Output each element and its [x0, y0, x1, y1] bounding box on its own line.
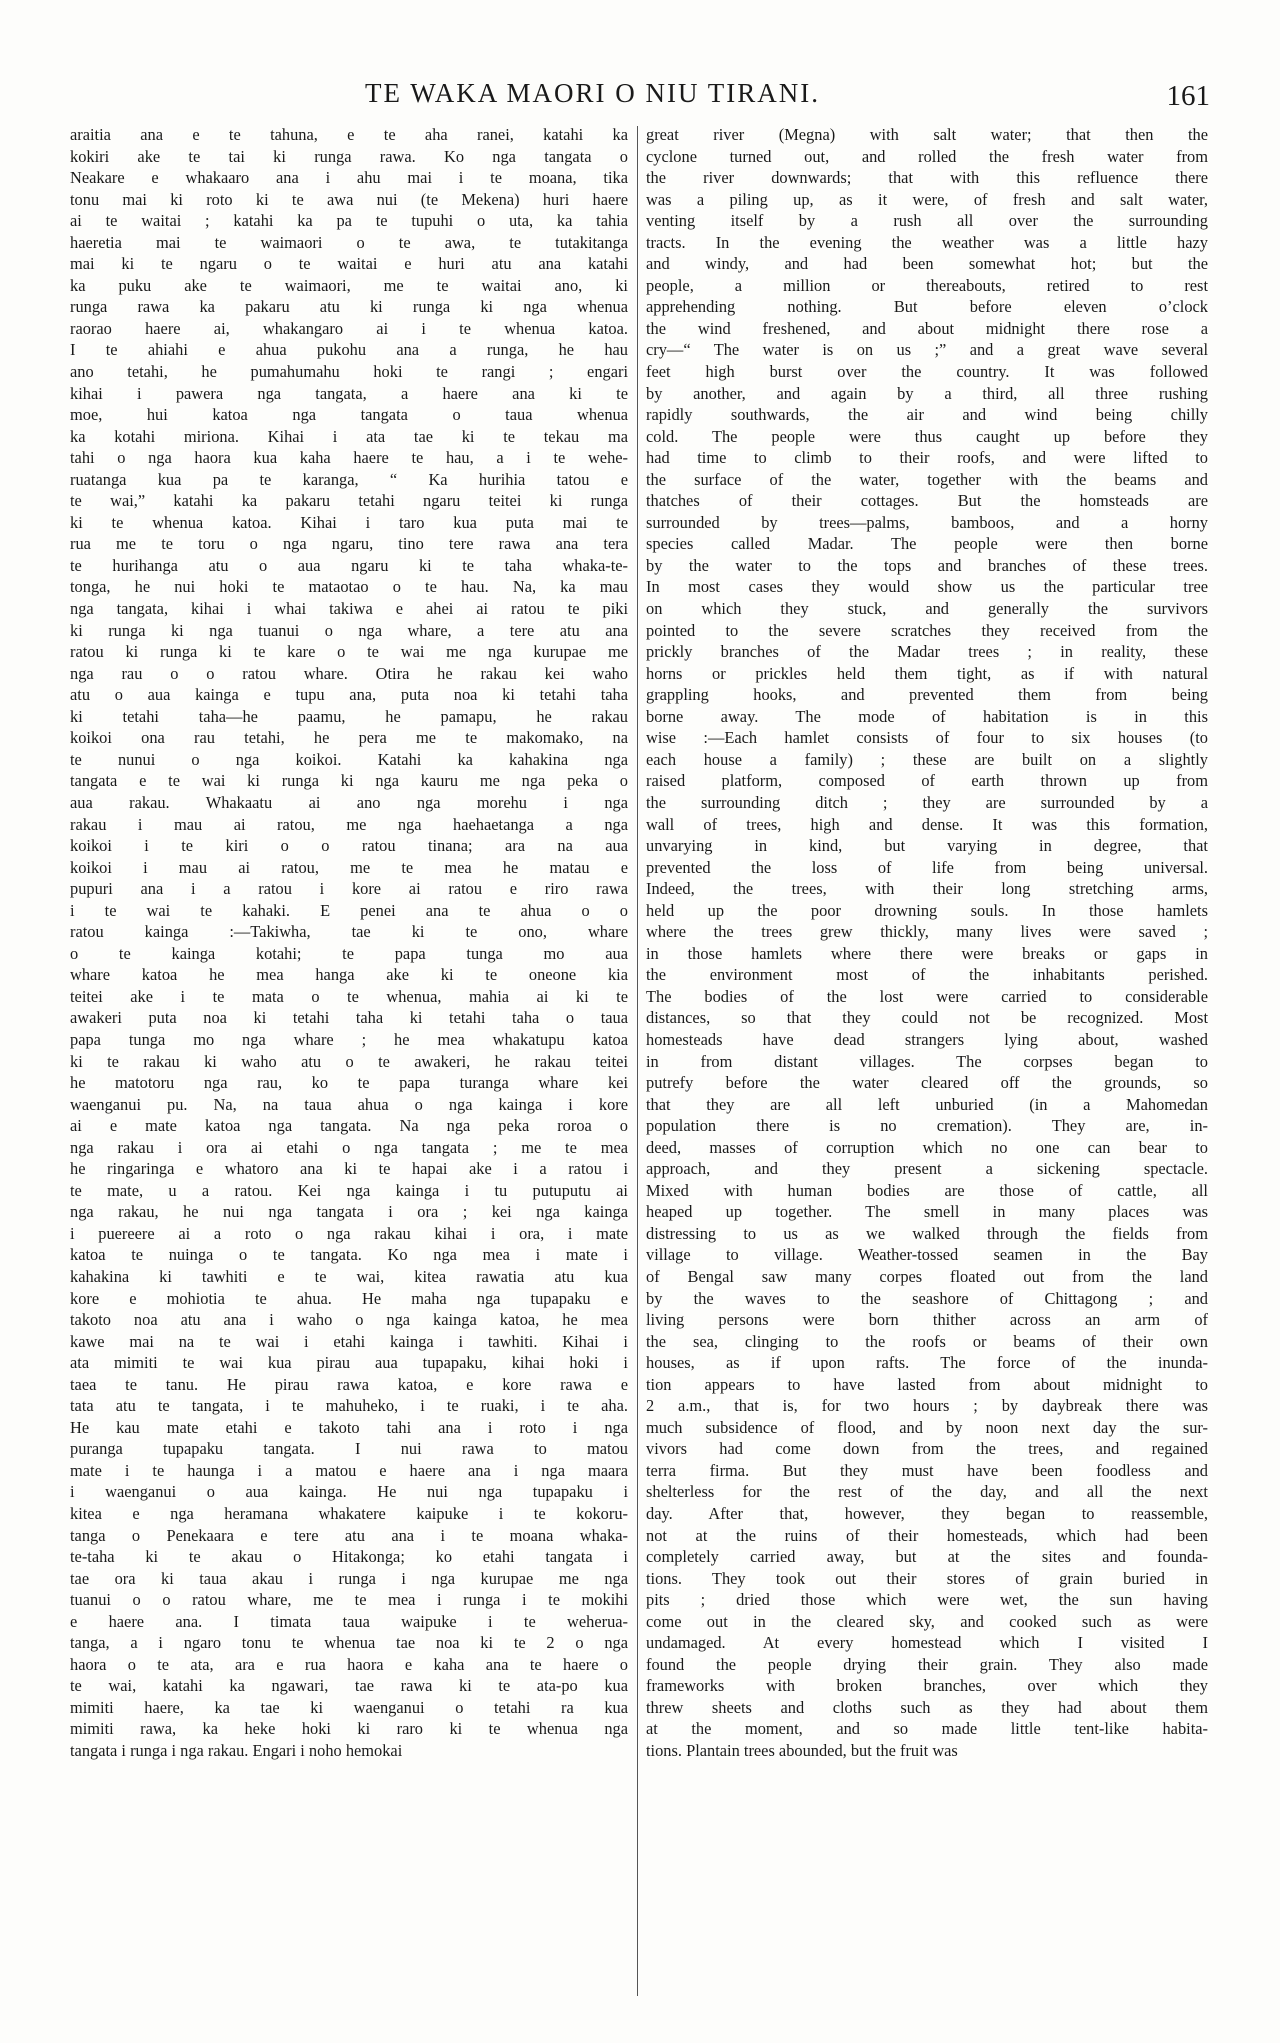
column-divider — [637, 126, 638, 1996]
maori-text-line: ai te waitai ; katahi ka pa te tupuhi o uta, ka tahia — [70, 211, 628, 231]
maori-text-line: ka kotahi miriona. Kihai i ata tae ki te tekau ma — [70, 426, 628, 446]
maori-text-line: te mate, u a ratou. Kei nga kainga i tu putuputu ai — [70, 1180, 628, 1200]
maori-text-line: te hurihanga atu o aua ngaru ki te taha whaka-te- — [70, 555, 628, 575]
maori-text-line: ki te whenua katoa. Kihai i taro kua puta mai te — [70, 512, 628, 532]
english-text-line: come out in the cleared sky, and cooked such as were — [646, 1611, 1208, 1631]
maori-text-line: i puereere ai a roto o nga rakau kihai i ora, i mate — [70, 1223, 628, 1243]
maori-text-line: takoto noa atu ana i waho o nga kainga katoa, he mea — [70, 1310, 628, 1330]
maori-text-line: araitia ana e te tahuna, e te aha ranei, katahi ka — [70, 125, 628, 144]
maori-text-line: nga rakau, he nui nga tangata i ora ; kei nga kainga — [70, 1202, 628, 1222]
english-text-line: population there is no cremation). They are, in- — [646, 1116, 1208, 1136]
english-text-line: raised platform, composed of earth thrown up from — [646, 771, 1208, 791]
maori-text-column — [70, 124, 628, 2004]
maori-text-line: nga rakau i ora ai etahi o nga tangata ; me te mea — [70, 1137, 628, 1157]
english-text-line: vivors had come down from the trees, and regained — [646, 1439, 1208, 1459]
maori-text-line: tae ora ki taua akau i runga i nga kurupae me nga — [70, 1568, 628, 1588]
english-text-line: 2 a.m., that is, for two hours ; by daybreak there was — [646, 1396, 1208, 1416]
english-text-line: approach, and they present a sickening spectacle. — [646, 1159, 1208, 1179]
maori-text-line: he matotoru nga rau, ko te papa turanga whare kei — [70, 1073, 628, 1093]
english-text-line: cyclone turned out, and rolled the fresh water from — [646, 146, 1208, 166]
english-text-line: Mixed with human bodies are those of cattle, all — [646, 1180, 1208, 1200]
english-text-line: In most cases they would show us the particular tree — [646, 577, 1208, 597]
english-text-line: prevented the loss of life from being universal. — [646, 857, 1208, 877]
english-text-line: where the trees grew thickly, many lives were saved ; — [646, 922, 1208, 942]
maori-text-line: te nunui o nga koikoi. Katahi ka kahakina nga — [70, 749, 628, 769]
maori-text-line: te wai, katahi ka ngawari, tae rawa ki te ata-po kua — [70, 1676, 628, 1696]
english-text-line: undamaged. At every homestead which I visited I — [646, 1633, 1208, 1653]
english-text-line: by the water to the tops and branches of these trees. — [646, 555, 1208, 575]
english-text-line: cold. The people were thus caught up before they — [646, 426, 1208, 446]
english-text-line: tracts. In the evening the weather was a little hazy — [646, 232, 1208, 252]
english-text-line: tions. Plantain trees abounded, but the fruit was — [646, 1741, 958, 1761]
english-text-line: had time to climb to their roofs, and were lifted to — [646, 448, 1208, 468]
english-text-line: cry—“ The water is on us ;” and a great wave several — [646, 340, 1208, 360]
english-text-line: found the people drying their grain. They also made — [646, 1654, 1208, 1674]
english-text-line: rapidly southwards, the air and wind being chilly — [646, 405, 1208, 425]
maori-text-line: whare katoa he mea hanga ake ki te oneone kia — [70, 965, 628, 985]
maori-text-line: awakeri puta noa ki tetahi taha ki tetahi taha o taua — [70, 1008, 628, 1028]
english-text-line: in from distant villages. The corpses began to — [646, 1051, 1208, 1071]
maori-text-line: ata mimiti te wai kua pirau aua tupapaku, kihai hoki i — [70, 1353, 628, 1373]
maori-text-line: I te ahiahi e ahua pukohu ana a runga, he hau — [70, 340, 628, 360]
english-text-line: the surrounding ditch ; they are surrounded by a — [646, 792, 1208, 812]
english-text-line: the sea, clinging to the roofs or beams of their own — [646, 1331, 1208, 1351]
english-text-line: village to village. Weather-tossed seamen in the Bay — [646, 1245, 1208, 1265]
english-text-line: on which they stuck, and generally the survivors — [646, 599, 1208, 619]
english-text-line: tions. They took out their stores of grain buried in — [646, 1568, 1208, 1588]
english-text-line: shelterless for the rest of the day, and all the next — [646, 1482, 1208, 1502]
english-text-line: putrefy before the water cleared off the grounds, so — [646, 1073, 1208, 1093]
english-text-line: Indeed, the trees, with their long stretching arms, — [646, 879, 1208, 899]
maori-text-line: ratou kainga :—Takiwha, tae ki te ono, whare — [70, 922, 628, 942]
maori-text-line: kahakina ki tawhiti e te wai, kitea rawatia atu kua — [70, 1266, 628, 1286]
english-text-line: the surface of the water, together with the beams and — [646, 469, 1208, 489]
english-text-line: and windy, and had been somewhat hot; but the — [646, 254, 1208, 274]
maori-text-line: kitea e nga heramana whakatere kaipuke i te kokoru- — [70, 1504, 628, 1523]
running-title: TE WAKA MAORI O NIU TIRANI. — [365, 78, 820, 108]
maori-text-line: tuanui o o ratou whare, me te mea i runga i te mokihi — [70, 1590, 628, 1610]
english-text-line: distressing to us as we walked through the fields from — [646, 1223, 1208, 1243]
maori-text-line: mai ki te ngaru o te waitai e huri atu ana katahi — [70, 254, 628, 274]
maori-text-line: mate i te haunga i a matou e haere ana i nga maara — [70, 1460, 628, 1480]
english-text-line: thatches of their cottages. But the homsteads are — [646, 491, 1208, 511]
maori-text-line: te wai,” katahi ka pakaru tetahi ngaru teitei ki runga — [70, 491, 628, 511]
english-text-line: grappling hooks, and prevented them from being — [646, 685, 1208, 705]
maori-text-line: te-taha ki te akau o Hitakonga; ko etahi tangata i — [70, 1547, 628, 1567]
english-text-line: by the waves to the seashore of Chittagong ; and — [646, 1288, 1208, 1308]
maori-text-line: aua rakau. Whakaatu ai ano nga morehu i nga — [70, 792, 628, 812]
maori-text-line: tata atu te tangata, i te mahuheko, i te ruaki, i te aha. — [70, 1396, 628, 1416]
maori-text-line: i te wai te kahaki. E penei ana te ahua o o — [70, 900, 628, 920]
english-text-line: frameworks with broken branches, over which they — [646, 1676, 1208, 1696]
english-text-line: the wind freshened, and about midnight there rose a — [646, 318, 1208, 338]
maori-text-line: tangata i runga i nga rakau. Engari i noho hemokai — [70, 1741, 403, 1761]
maori-text-line: teitei ake i te mata o te whenua, mahia ai ki te — [70, 986, 628, 1006]
english-text-line: deed, masses of corruption which no one can bear to — [646, 1137, 1208, 1157]
maori-text-line: mimiti rawa, ka heke hoki ki raro ki te whenua nga — [70, 1719, 628, 1739]
english-text-line: that they are all left unburied (in a Mahomedan — [646, 1094, 1208, 1114]
maori-text-line: kawe mai na te wai i etahi kainga i tawhiti. Kihai i — [70, 1331, 628, 1351]
maori-text-line: i waenganui o aua kainga. He nui nga tupapaku i — [70, 1482, 628, 1502]
maori-text-line: puranga tupapaku tangata. I nui rawa to matou — [70, 1439, 628, 1459]
maori-text-line: e haere ana. I timata taua waipuke i te weherua- — [70, 1611, 628, 1631]
maori-text-line: papa tunga mo nga whare ; he mea whakatupu katoa — [70, 1029, 628, 1049]
maori-text-line: ki te rakau ki waho atu o te awakeri, he rakau teitei — [70, 1051, 628, 1071]
maori-text-line: rakau i mau ai ratou, me nga haehaetanga a nga — [70, 814, 628, 834]
english-text-line: threw sheets and cloths such as they had about them — [646, 1697, 1208, 1717]
maori-text-line: ki runga ki nga tuanui o nga whare, a tere atu ana — [70, 620, 628, 640]
english-text-line: wise :—Each hamlet consists of four to six houses (to — [646, 728, 1208, 748]
english-text-line: prickly branches of the Madar trees ; in reality, these — [646, 642, 1208, 662]
english-text-line: distances, so that they could not be recognized. Most — [646, 1008, 1208, 1028]
maori-text-line: kihai i pawera nga tangata, a haere ana ki te — [70, 383, 628, 403]
maori-text-line: tangata e te wai ki runga ki nga kauru me nga peka o — [70, 771, 628, 791]
english-text-line: not at the ruins of their homesteads, which had been — [646, 1525, 1208, 1545]
english-text-line: The bodies of the lost were carried to considerable — [646, 986, 1208, 1006]
english-text-line: pointed to the severe scratches they received from the — [646, 620, 1208, 640]
maori-text-line: ai e mate katoa nga tangata. Na nga peka roroa o — [70, 1116, 628, 1136]
maori-text-line: waenganui pu. Na, na taua ahua o nga kainga i kore — [70, 1094, 628, 1114]
english-text-line: completely carried away, but at the sites and founda- — [646, 1547, 1208, 1567]
english-text-line: venting itself by a rush all over the surrounding — [646, 211, 1208, 231]
maori-text-line: kokiri ake te tai ki runga rawa. Ko nga tangata o — [70, 146, 628, 166]
english-text-line: the river downwards; that with this refluence there — [646, 168, 1208, 188]
english-text-line: borne away. The mode of habitation is in this — [646, 706, 1208, 726]
english-text-line: houses, as if upon rafts. The force of the inunda- — [646, 1353, 1208, 1373]
english-text-line: each house a family) ; these are built on a slightly — [646, 749, 1208, 769]
english-text-line: species called Madar. The people were then borne — [646, 534, 1208, 554]
maori-text-line: katoa te nuinga o te tangata. Ko nga mea i mate i — [70, 1245, 628, 1265]
maori-text-line: haeretia mai te waimaori o te awa, te tutakitanga — [70, 232, 628, 252]
maori-text-line: koikoi i te kiri o o ratou tinana; ara na aua — [70, 836, 628, 856]
maori-text-line: he ringaringa e whatoro ana ki te hapai ake i a ratou i — [70, 1159, 628, 1179]
english-text-line: tion appears to have lasted from about midnight to — [646, 1374, 1208, 1394]
maori-text-line: o te kainga kotahi; te papa tunga mo aua — [70, 943, 628, 963]
english-text-column — [646, 124, 1208, 2004]
maori-text-line: runga rawa ka pakaru atu ki runga ki nga whenua — [70, 297, 628, 317]
maori-text-line: tonga, he nui hoki te mataotao o te hau. Na, ka mau — [70, 577, 628, 597]
maori-text-line: tanga, a i ngaro tonu te whenua tae noa ki te 2 o nga — [70, 1633, 628, 1653]
maori-text-line: nga rau o o ratou whare. Otira he rakau kei waho — [70, 663, 628, 683]
page-number: 161 — [1166, 80, 1210, 112]
maori-text-line: tonu mai ki roto ki te awa nui (te Mekena) huri haere — [70, 189, 628, 209]
english-text-line: great river (Megna) with salt water; that then the — [646, 125, 1208, 144]
english-text-line: horns or prickles held them tight, as if with natural — [646, 663, 1208, 683]
english-text-line: feet high burst over the country. It was followed — [646, 362, 1208, 382]
english-text-line: in those hamlets where there were breaks or gaps in — [646, 943, 1208, 963]
english-text-line: unvarying in kind, but varying in degree, that — [646, 836, 1208, 856]
english-text-line: heaped up together. The smell in many places was — [646, 1202, 1208, 1222]
maori-text-line: kore e mohiotia te ahua. He maha nga tupapaku e — [70, 1288, 628, 1308]
english-text-line: the environment most of the inhabitants perished. — [646, 965, 1208, 985]
maori-text-line: pupuri ana i a ratou i kore ai ratou e riro rawa — [70, 879, 628, 899]
maori-text-line: moe, hui katoa nga tangata o taua whenua — [70, 405, 628, 425]
english-text-line: wall of trees, high and dense. It was this formation, — [646, 814, 1208, 834]
maori-text-line: ano tetahi, he pumahumahu hoki te rangi ; engari — [70, 362, 628, 382]
english-text-line: of Bengal saw many corpes floated out from the land — [646, 1266, 1208, 1286]
english-text-line: homesteads have dead strangers lying about, washed — [646, 1029, 1208, 1049]
maori-text-line: mimiti haere, ka tae ki waenganui o tetahi ra kua — [70, 1697, 628, 1717]
maori-text-line: rua me te toru o nga ngaru, tino tere rawa ana tera — [70, 534, 628, 554]
maori-text-line: ruatanga kua pa te karanga, “ Ka hurihia tatou e — [70, 469, 628, 489]
english-text-line: surrounded by trees—palms, bamboos, and a horny — [646, 512, 1208, 532]
english-text-line: at the moment, and so made little tent-like habita- — [646, 1719, 1208, 1739]
maori-text-line: tahi o nga haora kua kaha haere te hau, a i te wehe- — [70, 448, 628, 468]
maori-text-line: tanga o Penekaara e tere atu ana i te moana whaka- — [70, 1525, 628, 1545]
maori-text-line: nga tangata, kihai i whai takiwa e ahei ai ratou te piki — [70, 599, 628, 619]
maori-text-line: ka puku ake te waimaori, me te waitai ano, ki — [70, 275, 628, 295]
maori-text-line: atu o aua kainga e tupu ana, puta noa ki tetahi taha — [70, 685, 628, 705]
english-text-line: pits ; dried those which were wet, the sun having — [646, 1590, 1208, 1610]
english-text-line: by another, and again by a third, all three rushing — [646, 383, 1208, 403]
maori-text-line: haora o te ata, ara e rua haora e kaha ana te haere o — [70, 1654, 628, 1674]
english-text-line: living persons were born thither across an arm of — [646, 1310, 1208, 1330]
english-text-line: held up the poor drowning souls. In those hamlets — [646, 900, 1208, 920]
maori-text-line: koikoi i mau ai ratou, me te mea he matau e — [70, 857, 628, 877]
english-text-line: apprehending nothing. But before eleven o’clock — [646, 297, 1208, 317]
maori-text-line: ratou ki runga ki te kare o te wai me nga kurupae me — [70, 642, 628, 662]
maori-text-line: Neakare e whakaaro ana i ahu mai i te moana, tika — [70, 168, 628, 188]
maori-text-line: koikoi ona rau tetahi, he pera me te makomako, na — [70, 728, 628, 748]
maori-text-line: taea te tanu. He pirau rawa katoa, e kore rawa e — [70, 1374, 628, 1394]
maori-text-line: ki tetahi taha—he paamu, he pamapu, he rakau — [70, 706, 628, 726]
page-header — [70, 78, 1210, 118]
english-text-line: terra firma. But they must have been foodless and — [646, 1460, 1208, 1480]
english-text-line: day. After that, however, they began to reassemble, — [646, 1504, 1208, 1523]
english-text-line: much subsidence of flood, and by noon next day the sur- — [646, 1417, 1208, 1437]
maori-text-line: He kau mate etahi e takoto tahi ana i roto i nga — [70, 1417, 628, 1437]
english-text-line: people, a million or thereabouts, retired to rest — [646, 275, 1208, 295]
maori-text-line: raorao haere ai, whakangaro ai i te whenua katoa. — [70, 318, 628, 338]
english-text-line: was a piling up, as it were, of fresh and salt water, — [646, 189, 1208, 209]
